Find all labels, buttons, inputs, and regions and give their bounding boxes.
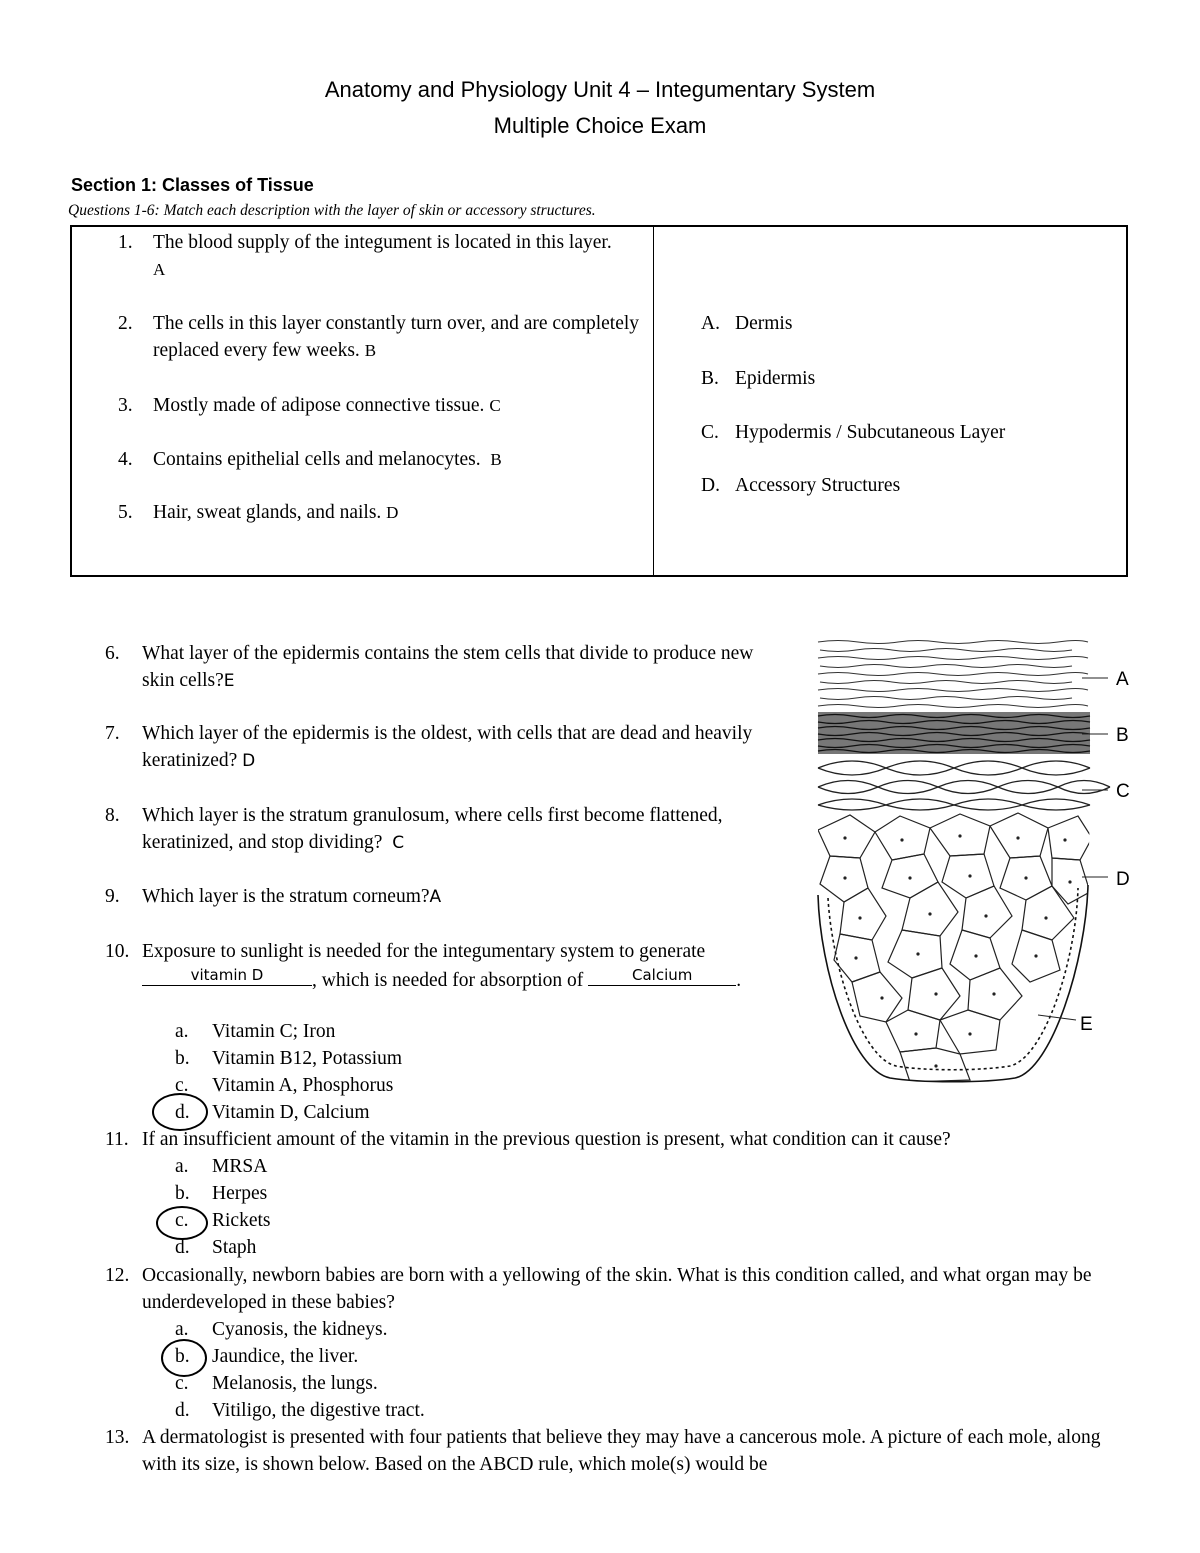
layer-b-dense-band <box>818 712 1090 754</box>
match-item <box>118 392 648 419</box>
option-letter: b. <box>175 1048 190 1069</box>
question-number: 13. <box>105 1427 130 1448</box>
option-item[interactable] <box>175 1180 267 1207</box>
answer-circle-mark <box>161 1339 207 1377</box>
question-number: 12. <box>105 1265 130 1286</box>
question-answer: D <box>242 751 256 771</box>
option-letter: a. <box>175 1021 189 1042</box>
match-choice <box>701 365 815 392</box>
choice-text: Epidermis <box>735 368 816 389</box>
cell-nuclei <box>843 834 1071 1067</box>
question-number: 8. <box>105 805 120 826</box>
choice-letter: A. <box>701 313 720 334</box>
diagram-label-a: A <box>1116 669 1129 690</box>
section-instructions: Questions 1-6: Match each description with the layer of skin or accessory structures. <box>68 202 596 219</box>
item-text: Mostly made of adipose connective tissue. <box>153 395 485 416</box>
item-number: 5. <box>118 502 133 523</box>
option-letter: b. <box>175 1346 190 1367</box>
option-text: Vitiligo, the digestive tract. <box>212 1400 425 1421</box>
diagram-label-b: B <box>1116 725 1129 746</box>
question-9 <box>105 883 785 911</box>
question-10 <box>105 938 785 994</box>
layer-a-stratum-corneum <box>818 641 1088 708</box>
option-text: Vitamin D, Calcium <box>212 1102 370 1123</box>
question-text: Which layer of the epidermis is the oldest, with cells that are dead and heavily keratinized? <box>142 723 753 771</box>
question-answer: C <box>392 833 405 853</box>
choice-text: Hypodermis / Subcutaneous Layer <box>735 422 1006 443</box>
item-text: Contains epithelial cells and melanocytes. <box>153 449 481 470</box>
question-number: 10. <box>105 941 130 962</box>
option-item[interactable] <box>175 1316 388 1343</box>
question-number: 7. <box>105 723 120 744</box>
table-divider <box>653 227 654 575</box>
item-answer: B <box>490 450 502 469</box>
question-answer: A <box>429 887 442 907</box>
option-text: Vitamin A, Phosphorus <box>212 1075 394 1096</box>
match-item <box>118 499 648 526</box>
choice-text: Dermis <box>735 313 793 334</box>
match-item <box>118 310 648 364</box>
document-header <box>0 72 1200 144</box>
question-7 <box>105 720 785 775</box>
section-heading: Section 1: Classes of Tissue <box>71 175 314 195</box>
question-text: If an insufficient amount of the vitamin in the previous question is present, what condition can it cause? <box>142 1129 951 1150</box>
match-item <box>118 446 648 473</box>
item-text: The blood supply of the integument is located in this layer. <box>153 232 612 253</box>
item-answer: C <box>489 396 501 415</box>
question-13 <box>105 1424 1135 1478</box>
option-item[interactable] <box>175 1397 425 1424</box>
option-item[interactable] <box>175 1072 393 1099</box>
item-text: The cells in this layer constantly turn over, and are completely replaced every few weeks. <box>153 313 640 361</box>
layer-d-polygonal-cells <box>818 813 1092 1082</box>
document-title: Anatomy and Physiology Unit 4 – Integumentary System <box>324 77 876 102</box>
match-choice <box>701 419 1005 446</box>
option-text: MRSA <box>212 1156 268 1177</box>
item-number: 2. <box>118 313 133 334</box>
blank-fill: vitamin D <box>190 966 264 984</box>
item-answer: A <box>153 260 166 279</box>
option-text: Vitamin B12, Potassium <box>212 1048 403 1069</box>
question-text: Occasionally, newborn babies are born with a yellowing of the skin. What is this condition called, and what organ may be underdeveloped in these babies? <box>142 1265 1092 1313</box>
choice-letter: D. <box>701 475 720 496</box>
matching-table <box>70 225 1128 577</box>
question-text: A dermatologist is presented with four patients that believe they may have a cancerous mole. A picture of each mole, along with its size, is shown below. Based on the ABCD rule, which mole(s) would be <box>142 1427 1101 1475</box>
option-letter: d. <box>175 1400 190 1421</box>
option-letter: a. <box>175 1319 189 1340</box>
answer-blank[interactable] <box>142 965 312 986</box>
option-text: Melanosis, the lungs. <box>212 1373 378 1394</box>
option-letter: c. <box>175 1373 189 1394</box>
document-subtitle: Multiple Choice Exam <box>493 113 707 138</box>
question-text: Which layer is the stratum granulosum, where cells first become flattened, keratinized, and stop dividing? <box>142 805 723 853</box>
match-item <box>118 229 618 283</box>
layer-c-flattened-cells <box>818 761 1110 810</box>
diagram-label-d: D <box>1116 869 1130 890</box>
match-choice <box>701 310 792 337</box>
match-choice <box>701 472 900 499</box>
question-8 <box>105 802 785 857</box>
item-answer: D <box>386 503 399 522</box>
question-punct: . <box>736 970 742 991</box>
question-11 <box>105 1126 1135 1153</box>
option-letter: c. <box>175 1210 189 1231</box>
choice-letter: B. <box>701 368 719 389</box>
item-text: Hair, sweat glands, and nails. <box>153 502 382 523</box>
question-number: 9. <box>105 886 120 907</box>
option-letter: d. <box>175 1237 190 1258</box>
option-text: Rickets <box>212 1210 271 1231</box>
choice-letter: C. <box>701 422 719 443</box>
question-6 <box>105 640 775 695</box>
question-text: What layer of the epidermis contains the stem cells that divide to produce new skin cells? <box>142 643 754 691</box>
question-text: Exposure to sunlight is needed for the integumentary system to generate <box>142 941 706 962</box>
option-letter: a. <box>175 1156 189 1177</box>
diagram-label-c: C <box>1116 781 1130 802</box>
item-answer: B <box>364 341 377 360</box>
question-12 <box>105 1262 1135 1316</box>
answer-blank[interactable] <box>588 965 736 986</box>
question-number: 6. <box>105 643 120 664</box>
option-item[interactable] <box>175 1045 402 1072</box>
option-text: Vitamin C; Iron <box>212 1021 336 1042</box>
question-text: Which layer is the stratum corneum? <box>142 886 430 907</box>
option-text: Cyanosis, the kidneys. <box>212 1319 388 1340</box>
epidermis-layers-diagram <box>790 630 1150 1095</box>
question-number: 11. <box>105 1129 129 1150</box>
option-letter: c. <box>175 1075 189 1096</box>
item-number: 3. <box>118 395 133 416</box>
option-text: Staph <box>212 1237 257 1258</box>
question-text: , which is needed for absorption of <box>312 970 584 991</box>
item-number: 4. <box>118 449 133 470</box>
question-answer: E <box>223 671 235 691</box>
option-text: Herpes <box>212 1183 268 1204</box>
answer-circle-mark <box>156 1206 208 1240</box>
option-letter: d. <box>175 1102 190 1123</box>
option-item[interactable] <box>175 1370 378 1397</box>
option-letter: b. <box>175 1183 190 1204</box>
blank-fill: Calcium <box>632 966 693 984</box>
option-item[interactable] <box>175 1018 335 1045</box>
diagram-label-e: E <box>1080 1014 1093 1035</box>
option-text: Jaundice, the liver. <box>212 1346 359 1367</box>
item-number: 1. <box>118 232 133 253</box>
choice-text: Accessory Structures <box>735 475 901 496</box>
option-item[interactable] <box>175 1153 267 1180</box>
